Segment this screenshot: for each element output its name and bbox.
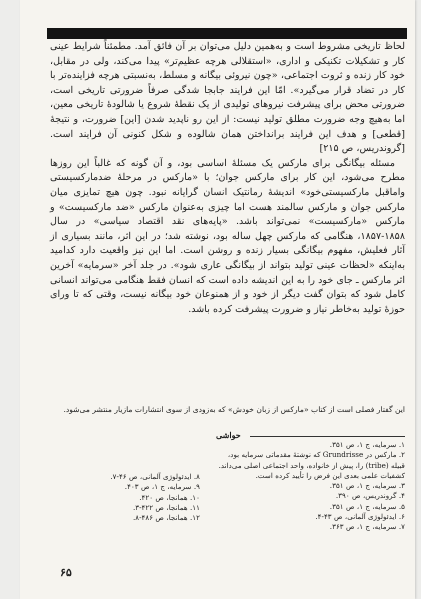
footnote: ۳. سرمایه، ج ۱، ص ۳۵۱.	[329, 481, 405, 491]
footnote: ۱. سرمایه، ج ۱، ص ۳۵۱.	[329, 440, 405, 449]
footnote: ۴. گروندریس، ص ۳۹۰.	[335, 491, 405, 501]
footnote: ۶. ایدئولوژی آلمانی، ص ۴۳-۴.	[315, 512, 405, 522]
body-text	[50, 40, 405, 317]
source-note: این گفتار فصلی است از کتاب «مارکس از زبان خودش» که به‌زودی از سوی انتشارات مازیار منتشر می‌شود.	[63, 405, 405, 414]
footnote: ۱۰. همانجا، ص ۴۲۰.	[139, 492, 200, 502]
footnote: ۵. سرمایه، ج ۱، ص ۳۵۱.	[329, 501, 405, 511]
footnote: ۸. ایدئولوژی آلمانی، ص ۴۶-۷.	[110, 472, 200, 481]
notes-divider	[250, 436, 405, 437]
footnote: ۹. سرمایه، ج ۱، ص ۴۰۳.	[124, 482, 200, 492]
header-bar	[47, 28, 407, 39]
notes-heading-label: حواشی	[216, 430, 241, 440]
notes-column-right	[212, 440, 405, 533]
footnote: ۷. سرمایه، ج ۱، ص ۳۶۳.	[329, 522, 405, 532]
footnote: ۲. مارکس در Grundrisse که نوشتهٔ مقدماتی سرمایه بود، قبیله (tribe) را، پیش از خانواده، واحد اجتماعی اصلی می‌داند. کشفیات علمی بعدی این فرض را تأیید کرده است.	[218, 450, 405, 480]
footnote: ۱۲. همانجا، ص ۴۸۶-۸.	[132, 513, 200, 523]
paragraph: مسئله بیگانگی برای مارکس یک مسئلهٔ اساسی بود، و آن گونه که غالباً این روزها مطرح می‌شود، این کار برای مارکس جوان؛ با «مارکس در مرحلهٔ ضدمارکسیستی واماقبل مارکسیستی‌خود» اندیشهٔ رمانتیک انسان گرایانه نبود. چون هیچ تمایزی میان مارکس جوان و مارکس سالمند هست اما چیزی به‌عنوان مارکس «ضد مارکسیست» و مارکس «مارکسیست» نمی‌تواند باشد. «پایه‌های نقد اقتصاد سیاسی» در سال ۱۸۵۸-۱۸۵۷، هنگامی که مارکس چهل ساله بود، نوشته شد؛ در این اثر، مانند بسیاری از آثار فعلیش، مفهوم بیگانگی بسیار زنده و روشن است. اما این نیز واقعیت دارد کدامید به‌اینکه «لحظات عینی تولید بتواند از بیگانگی عاری شود». در جلد آخر «سرمایه» آخرین اثر مارکس ـ جای خود را به این اندیشه داده است که انسان فقط هنگامی می‌تواند انسانی کامل شود که بتوان گفت دیگر از خود و از همنوعان خود بیگانه نیست، وقتی که تا ورای حوزهٔ تولید به‌خاطر نیاز و ضرورت پیشرفت کرده باشد.	[50, 157, 405, 315]
paragraph: لحاظ تاریخی مشروط است و به‌همین دلیل می‌توان بر آن فائق آمد. مطمئناً شرایط عینی کار و تشکیلات تکنیکی و اداری، «استقلالی هرچه عظیم‌تر» پیدا می‌کند، ولی در مقابل، خود کار زنده و ثروت اجتماعی، «چون نیروئی بیگانه و مسلط، به‌نسبتی هرچه فزاینده‌تر با کار در تضاد قرار می‌گیرد». امّا این فرایند جابجا شدگی صرفاً ضرورتی تاریخی است، ضرورتی محض برای پیشرفت نیروهای تولیدی از یک نقطهٔ شروع یا شالودهٔ تاریخی معین، اما به‌هیچ وجه ضرورت مطلق تولید نیست: از این رو ناپدید شدن [این] ضرورت، و نتیجهٔ [قطعی] و هدف این فرایند برانداختن همان شالوده و شکل کنونی آن فرایند است. [گروندریس، ص ۲۱۵]	[50, 41, 405, 155]
notes-column-left	[50, 472, 200, 523]
book-page	[20, 0, 415, 599]
page-number: ۶۵	[60, 566, 72, 579]
footnote: ۱۱. همانجا، ص ۴۲۲-۳.	[132, 502, 200, 512]
